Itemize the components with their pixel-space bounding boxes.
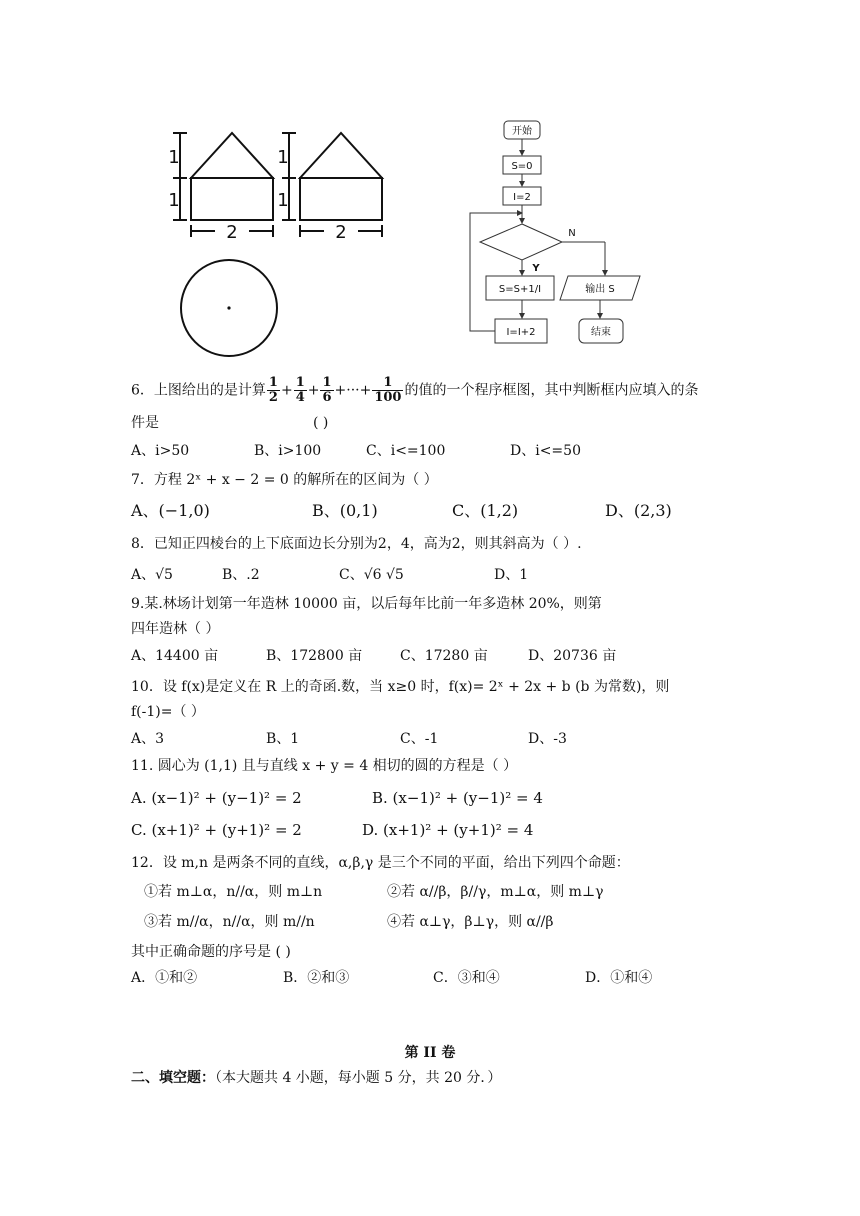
q11-option-a: A. (x−1)² + (y−1)² = 2 [131, 789, 302, 807]
v2-dim-top: 1 [277, 147, 289, 168]
q12-option-c: C．③和④ [433, 970, 500, 986]
fill-blank-note: （本大题共 4 小题，每小题 5 分，共 20 分．） [215, 1070, 502, 1086]
flow-yes-label: Y [532, 263, 540, 274]
fill-blank-heading: 二、填空题： [131, 1070, 215, 1086]
q7-option-a: A、(−1,0) [131, 501, 210, 520]
v1-dim-bottom: 1 [168, 190, 180, 211]
section-heading-line [131, 1068, 501, 1088]
q10-stem: 10．设 f(x)是定义在 R 上的奇函.数，当 x≥0 时，f(x)= 2ˣ + 2x + b (b 为常数)，则 [131, 679, 670, 695]
q12-option-a: A．①和② [131, 970, 198, 986]
q11-option-d: D. (x+1)² + (y+1)² = 4 [362, 821, 534, 839]
q9-option-d: D、20736 亩 [528, 648, 617, 664]
q9-stem-line2: 四年造林（ ） [131, 621, 220, 637]
v2-dim-bottom: 1 [277, 190, 289, 211]
q7-option-c: C、(1,2) [452, 501, 519, 520]
q11-option-b: B. (x−1)² + (y−1)² = 4 [372, 789, 543, 807]
v1-dim-top: 1 [168, 147, 180, 168]
q9-option-c: C、17280 亩 [400, 648, 488, 664]
q9-option-a: A、14400 亩 [131, 648, 219, 664]
q6-option-a: A、i>50 [131, 443, 190, 459]
three-view-figure [165, 125, 405, 365]
flow-start-label: 开始 [512, 126, 532, 137]
q10-option-b: B、1 [266, 731, 300, 747]
q8-option-b: B、.2 [222, 567, 260, 583]
flow-decision [480, 224, 562, 260]
front-view-rect [191, 178, 273, 220]
v1-dim-width: 2 [226, 222, 238, 243]
q12-stem: 12．设 m,n 是两条不同的直线，α,β,γ 是三个不同的平面，给出下列四个命题： [131, 855, 630, 871]
q7-option-b: B、(0,1) [312, 501, 378, 520]
flow-output-label: 输出 S [585, 284, 615, 295]
flow-accumulate-label: S=S+1/I [498, 284, 542, 295]
q11-stem: 11. 圆心为 (1,1) 且与直线 x + y = 4 相切的圆的方程是（ ） [131, 758, 518, 774]
program-flowchart [462, 115, 652, 360]
front-view-triangle [191, 133, 273, 178]
q6-option-b: B、i>100 [254, 443, 322, 459]
q8-stem: 8．已知正四棱台的上下底面边长分别为2，4，高为2，则其斜高为（ ）. [131, 536, 582, 552]
q6-frac-1: $\frac{1}{2}$ [268, 375, 278, 405]
q10-option-a: A、3 [131, 731, 165, 747]
q7-stem: 7．方程 2ˣ + x − 2 = 0 的解所在的区间为（ ） [131, 472, 438, 488]
q6-option-d: D、i<=50 [510, 443, 581, 459]
flow-no-label: N [568, 228, 576, 239]
q10-stem-line2: f(-1)=（ ） [131, 704, 205, 720]
q12-proposition-2: ②若 α//β，β//γ，m⊥α，则 m⊥γ [387, 884, 604, 900]
q6-frac-3: $\frac{1}{6}$ [322, 375, 332, 405]
q12-prompt: 其中正确命题的序号是 ( ) [131, 944, 291, 960]
q12-option-b: B．②和③ [283, 970, 350, 986]
q8-option-a: A、√5 [131, 567, 173, 583]
flow-s-init-label: S=0 [511, 161, 533, 172]
q9-stem: 9.某.林场计划第一年造林 10000 亩，以后每年比前一年多造林 20%，则第 [131, 596, 602, 612]
q6-frac-2: $\frac{1}{4}$ [295, 375, 305, 405]
q8-option-d: D、1 [494, 567, 529, 583]
q6-stem-line2: 件是 [131, 415, 159, 431]
q12-option-d: D．①和④ [585, 970, 653, 986]
q12-proposition-3: ③若 m//α，n//α，则 m//n [144, 914, 315, 930]
section-title: 第 II 卷 [404, 1045, 456, 1061]
flow-end-label: 结束 [591, 327, 611, 338]
q6-paren: ( ) [313, 415, 329, 431]
q9-option-b: B、172800 亩 [266, 648, 363, 664]
q8-option-c: C、√6 √5 [339, 567, 404, 583]
side-view-triangle [300, 133, 382, 178]
q6-option-c: C、i<=100 [366, 443, 446, 459]
q10-option-c: C、-1 [400, 731, 439, 747]
side-view-rect [300, 178, 382, 220]
flow-increment-label: I=I+2 [506, 327, 536, 338]
q6-stem: 6．上图给出的是计算 $\frac{1}{2}$ + $\frac{1}{4}$ + $\frac{1}{6}$ +···+ $\frac{1}{100}$ 的值的一个程序框图，其中判断框内应填入的条 [131, 375, 699, 405]
q7-option-d: D、(2,3) [605, 501, 672, 520]
q10-option-d: D、-3 [528, 731, 567, 747]
v2-dim-width: 2 [335, 222, 347, 243]
q11-option-c: C. (x+1)² + (y+1)² = 2 [131, 821, 302, 839]
flow-i-init-label: I=2 [513, 192, 531, 203]
q12-proposition-4: ④若 α⊥γ，β⊥γ，则 α//β [387, 914, 554, 930]
q12-proposition-1: ①若 m⊥α，n//α，则 m⊥n [144, 884, 323, 900]
q6-frac-4: $\frac{1}{100}$ [374, 375, 402, 405]
